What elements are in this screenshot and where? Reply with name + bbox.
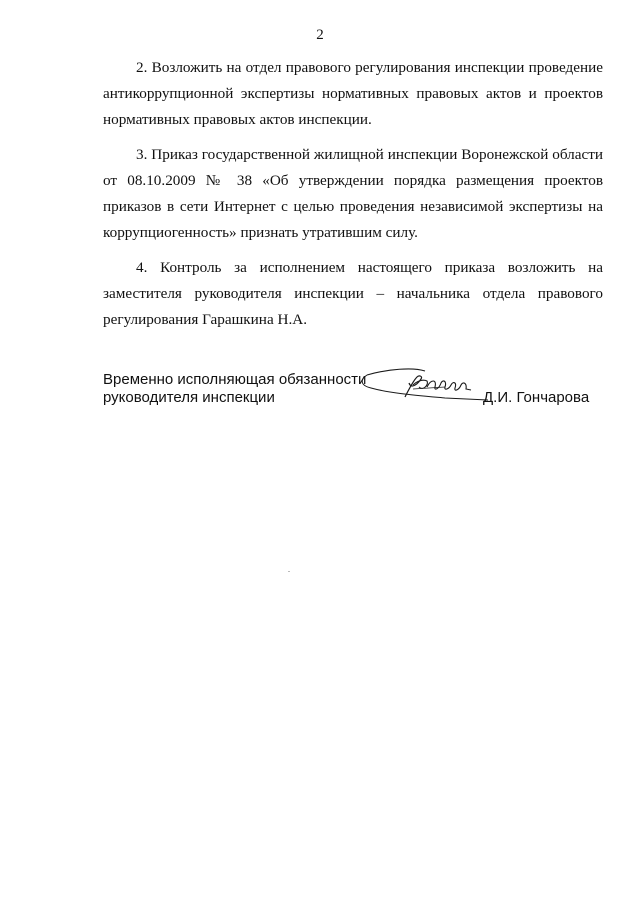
page-number: 2 bbox=[316, 27, 324, 43]
scan-speck bbox=[288, 571, 290, 572]
handwritten-signature bbox=[353, 365, 498, 413]
document-body bbox=[103, 55, 603, 343]
paragraph-3: 3. Приказ государственной жилищной инспекции Воронежской области от 08.10.2009 № 38 «Об утверждении порядка размещения проектов приказов в сети Интернет с целью проведения независимой экспертизы на коррупциогенность» признать утратившим силу. bbox=[103, 146, 603, 241]
signer-name: Д.И. Гончарова bbox=[483, 389, 590, 406]
signature-block bbox=[103, 371, 603, 431]
signer-title bbox=[103, 371, 366, 407]
signer-title-line-1: Временно исполняющая обязанности bbox=[103, 371, 367, 388]
paragraph-4: 4. Контроль за исполнением настоящего приказа возложить на заместителя руководителя инспекции – начальника отдела правового регулирования Гарашкина Н.А. bbox=[103, 259, 603, 328]
signer-title-line-2: руководителя инспекции bbox=[103, 389, 275, 406]
paragraph-2: 2. Возложить на отдел правового регулирования инспекции проведение антикоррупционной экспертизы нормативных правовых актов и проектов нормативных правовых актов инспекции. bbox=[103, 59, 603, 128]
